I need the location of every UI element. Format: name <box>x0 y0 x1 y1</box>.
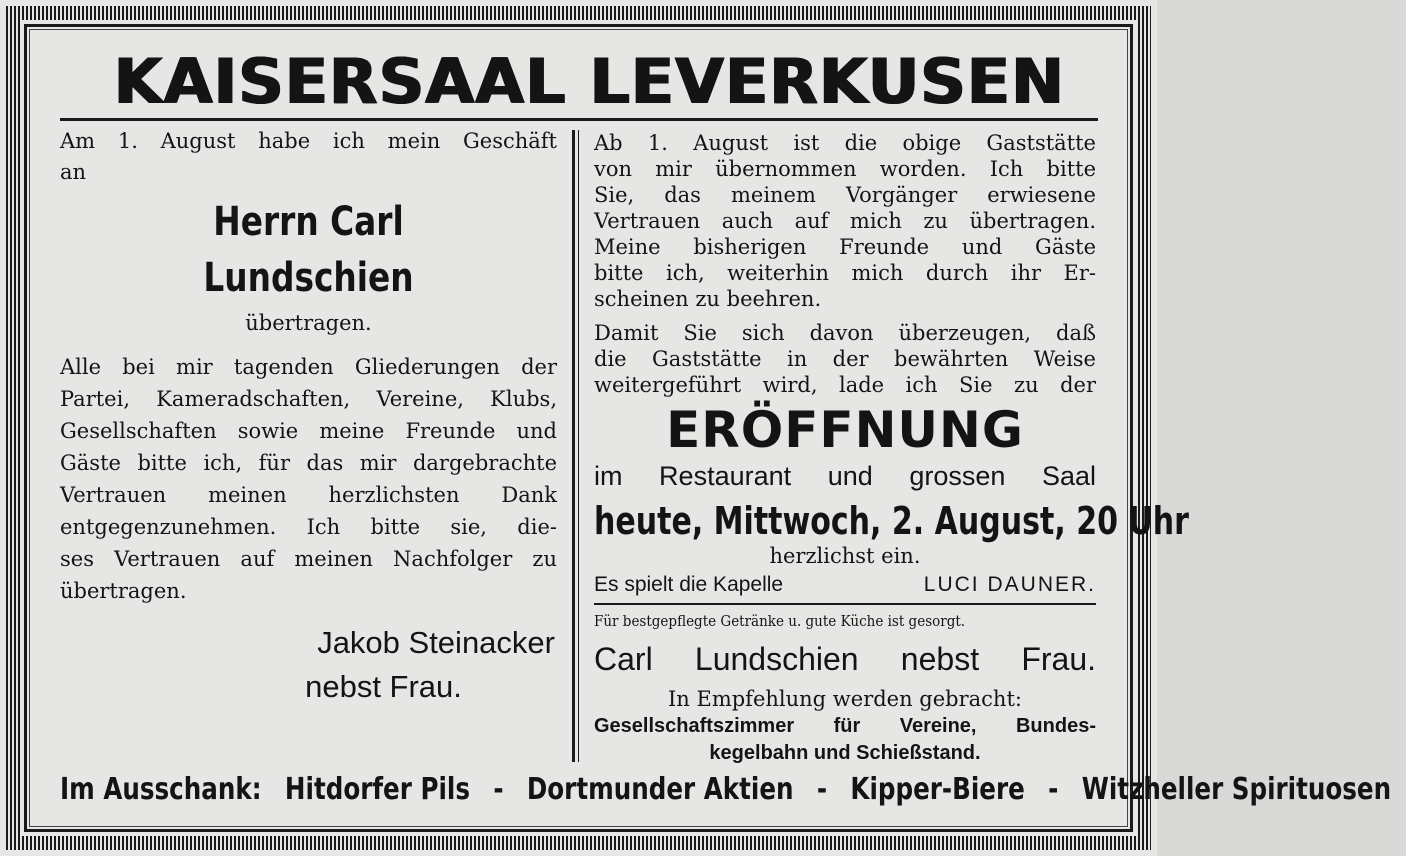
left-body <box>60 351 557 607</box>
ad-title: KAISERSAAL LEVERKUSEN <box>113 45 1066 118</box>
right-body-line: scheinen zu beehren. <box>594 287 822 311</box>
right-body-line: die Gaststätte in der bewährten Weise <box>594 347 1096 371</box>
gesellschaft-block <box>594 713 1096 767</box>
title-rule <box>60 118 1098 121</box>
left-body-line: Gäste bitte ich, für das mir dargebrachte <box>60 451 557 475</box>
right-body-line: Damit Sie sich davon überzeugen, daß <box>594 321 1096 345</box>
right-body <box>594 130 1096 312</box>
catering-note: Für bestgepflegte Getränke u. gute Küche ist gesorgt. <box>594 612 966 630</box>
kapelle-line <box>594 570 1096 600</box>
right-column <box>594 130 1189 767</box>
right-body-line: bitte ich, weiterhin mich durch ihr Er- <box>594 261 1096 285</box>
successor-name: Herrn Carl Lundschien <box>203 199 414 301</box>
left-body-line: Gesellschaften sowie meine Freunde und <box>60 419 557 443</box>
kapelle-prefix: Es spielt die Kapelle <box>594 573 784 596</box>
herzlichst-text: herzlichst ein. <box>769 544 921 568</box>
left-body-line: übertragen. <box>60 579 187 603</box>
empfehlung-text: In Empfehlung werden gebracht: <box>668 687 1022 711</box>
beer-item: Kipper-Biere <box>850 772 1025 807</box>
separator: - <box>1048 772 1059 807</box>
new-owner-line <box>594 637 1096 681</box>
new-owner-text: Carl Lundschien nebst Frau. <box>594 641 1096 677</box>
right-body-2 <box>594 320 1096 398</box>
gesell-line: Gesellschaftszimmer für Vereine, Bundes- <box>594 715 1096 737</box>
column-divider <box>572 130 575 762</box>
eroeffnung-heading: ERÖFFNUNG <box>666 401 1024 459</box>
ausschank-label: Im Ausschank: <box>60 772 262 807</box>
event-date: heute, Mittwoch, 2. August, 20 Uhr <box>594 499 1189 543</box>
ausschank-line <box>60 770 1392 810</box>
right-body-line: Vertrauen auch auf mich zu übertragen. <box>594 209 1096 233</box>
beer-item: Dortmunder Aktien <box>526 772 794 807</box>
right-body-line: von mir übernommen worden. Ich bitte <box>594 157 1096 181</box>
left-body-line: Alle bei mir tagenden Gliederungen der <box>60 355 557 379</box>
separator: - <box>493 772 504 807</box>
left-intro-line: an <box>60 160 87 184</box>
spirits-item: Witzheller Spirituosen <box>1081 772 1392 807</box>
left-column <box>60 126 557 709</box>
restaurant-line <box>594 458 1096 494</box>
right-body-line: Ab 1. August ist die obige Gaststätte <box>594 131 1096 155</box>
right-body-line: Sie, das meinem Vorgänger erwiesene <box>594 183 1096 207</box>
signature-name: Jakob Steinacker <box>317 625 555 660</box>
kapelle-name: LUCI DAUNER. <box>923 573 1096 596</box>
restaurant-text: im Restaurant und grossen Saal <box>594 461 1096 491</box>
left-body-line: entgegenzunehmen. Ich bitte sie, die- <box>60 515 557 539</box>
column-divider-thin <box>578 130 579 762</box>
left-body-line: ses Vertrauen auf meinen Nachfolger zu <box>60 547 557 571</box>
right-body-line: Meine bisherigen Freunde und Gäste <box>594 235 1096 259</box>
right-rule <box>594 603 1096 605</box>
left-intro <box>60 126 557 188</box>
separator: - <box>816 772 828 807</box>
signature-suffix: nebst Frau. <box>305 669 462 704</box>
left-intro-line: Am 1. August habe ich mein Geschäft <box>60 129 557 153</box>
uebertragen-text: übertragen. <box>245 311 372 335</box>
right-body-line: weitergeführt wird, lade ich Sie zu der <box>594 373 1096 397</box>
beer-item: Hitdorfer Pils <box>284 772 470 807</box>
left-body-line: Vertrauen meinen herzlichsten Dank <box>60 483 557 507</box>
gesell-line: kegelbahn und Schießstand. <box>709 742 981 764</box>
left-body-line: Partei, Kameradschaften, Vereine, Klubs, <box>60 387 557 411</box>
